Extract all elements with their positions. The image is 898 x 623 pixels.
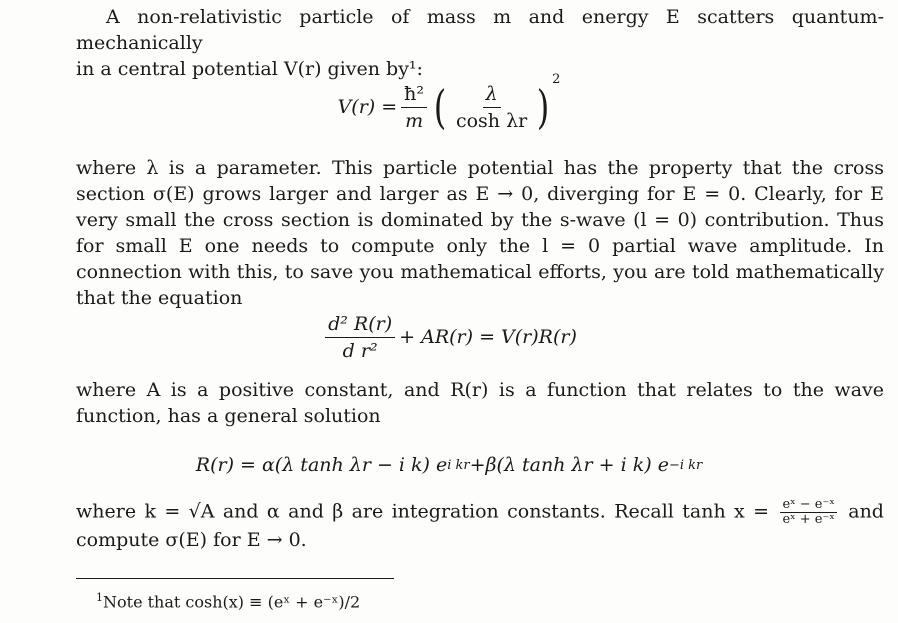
intro-line-2: in a central potential V(r) given by¹: — [76, 58, 423, 80]
intro-paragraph — [76, 4, 884, 82]
general-solution-equation: R(r) = α(λ tanh λr − i k) e i kr +β(λ tanh λr + i k) e −i kr — [195, 454, 703, 476]
footnote: $^1$Note that cosh(x) ≡ (eˣ + e⁻ˣ)/2 — [96, 591, 361, 612]
lambda-over-cosh-fraction: $\frac{\lambda}{\text{cosh λr}}$ — [455, 82, 528, 132]
tanh-definition-fraction: $\frac{\text{eˣ − e⁻ˣ}}{\text{eˣ + e⁻ˣ}}$ — [782, 497, 835, 527]
hbar-over-m-fraction: $\frac{\text{ħ²}}{m}$ — [401, 83, 427, 132]
final-paragraph: where k = √A and α and β are integration constants. Recall tanh x = $\frac{\text{eˣ − e⁻ˣ}}{\text{eˣ + e⁻ˣ}}$ and compute σ(E) for E → 0. — [76, 497, 884, 551]
differential-equation: $\frac{\text{d² R(r)}}{\text{d r²}}$ + AR(r) = V(r)R(r) — [0, 306, 898, 368]
intro-line-1: A non-relativistic particle of mass m and energy E scatters quantum-mechanically — [76, 6, 884, 54]
second-derivative-fraction: $\frac{\text{d² R(r)}}{\text{d r²}}$ — [325, 313, 395, 362]
potential-equation: V(r) = $\frac{\text{ħ²}}{m}$ ( $\frac{\lambda}{\text{cosh λr}}$ ) 2 — [337, 72, 561, 134]
right-paren: ) — [536, 80, 550, 134]
footnote-rule — [76, 578, 394, 579]
left-paren: ( — [433, 80, 447, 134]
after-ode-paragraph: where A is a positive constant, and R(r) is a function that relates to the wave function, has a general solution — [76, 379, 884, 427]
middle-paragraph: where λ is a parameter. This particle potential has the property that the cross section σ(E) grows larger and larger as E → 0, diverging for E = 0. Clearly, for E very small the cross section is dominated by the s-wave (l = 0) contribution. Thus for small E one needs to compute only the l = 0 partial wave amplitude. In connection with this, to save you mathematical efforts, you are told mathematically that the equation — [76, 157, 884, 309]
